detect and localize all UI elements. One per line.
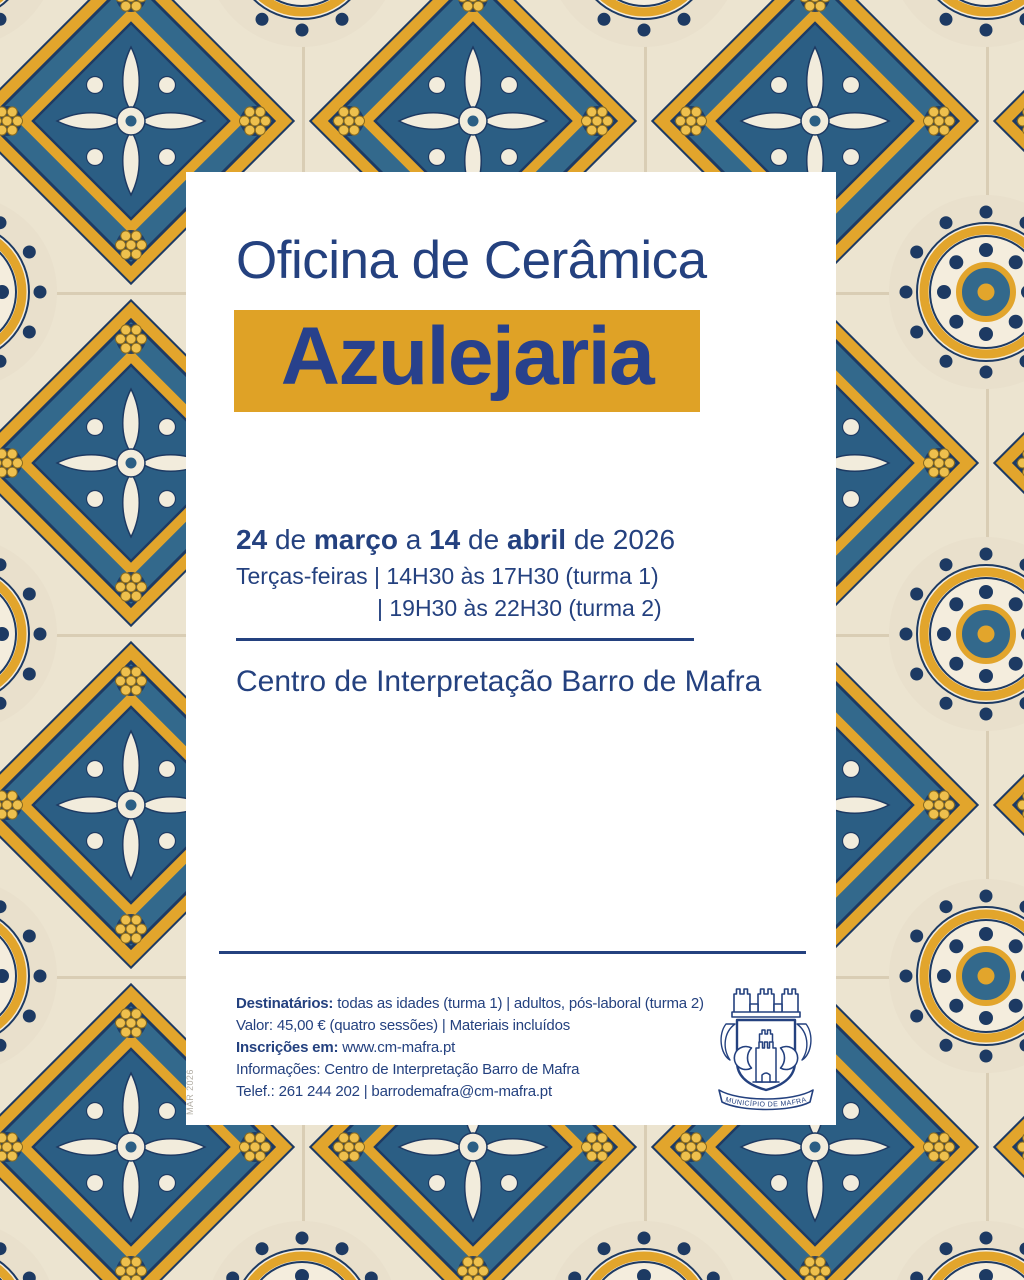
- crown-icon: [732, 989, 800, 1017]
- crest-motto-text: MUNICÍPIO DE MAFRA: [724, 1096, 808, 1109]
- start-month: março: [313, 524, 398, 555]
- side-note: MAR 2026: [185, 1069, 195, 1115]
- mantling-left: [721, 1024, 735, 1060]
- date-block: [236, 520, 675, 624]
- signup-line: [236, 1037, 704, 1059]
- details-block: [236, 993, 704, 1103]
- divider-bottom: [219, 951, 806, 954]
- mafra-crest-logo: [710, 978, 822, 1118]
- phone-line: Telef.: 261 244 202 | barrodemafra@cm-mafra.pt: [236, 1083, 552, 1100]
- date-year: de 2026: [573, 524, 676, 555]
- event-category-title: Oficina de Cerâmica: [236, 231, 707, 290]
- audience-line: [236, 993, 704, 1015]
- schedule-line-1: Terças-feiras | 14H30 às 17H30 (turma 1): [236, 563, 659, 589]
- start-day: 24: [236, 524, 268, 555]
- event-title: Azulejaria: [280, 311, 654, 402]
- schedule-line-2: | 19H30 às 22H30 (turma 2): [377, 595, 662, 621]
- highlight-banner: [234, 310, 700, 412]
- venue-name: Centro de Interpretação Barro de Mafra: [236, 665, 762, 698]
- divider-top: [236, 638, 694, 641]
- audience-value: todas as idades (turma 1) | adultos, pós-laboral (turma 2): [337, 995, 704, 1012]
- signup-label: Inscrições em:: [236, 1039, 339, 1056]
- price-line: Valor: 45,00 € (quatro sessões) | Materiais incluídos: [236, 1017, 571, 1034]
- audience-label: Destinatários:: [236, 995, 334, 1012]
- date-word: de: [468, 524, 500, 555]
- end-month: abril: [506, 524, 567, 555]
- signup-website: www.cm-mafra.pt: [342, 1039, 456, 1056]
- date-line: [236, 520, 675, 560]
- mantling-right: [797, 1024, 811, 1060]
- date-word: a: [405, 524, 422, 555]
- end-day: 14: [429, 524, 461, 555]
- info-line: Informações: Centro de Interpretação Barro de Mafra: [236, 1061, 580, 1078]
- date-word: de: [274, 524, 307, 555]
- info-card: [186, 172, 836, 1125]
